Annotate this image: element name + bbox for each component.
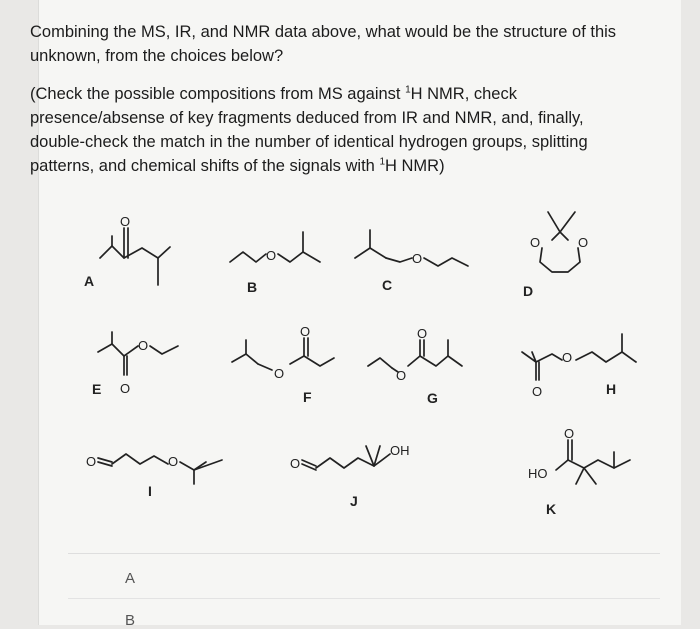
structure-C [355, 230, 468, 293]
atom-o: O [290, 456, 301, 471]
label-K: K [546, 501, 557, 517]
structure-G [368, 326, 462, 406]
atom-oh: OH [390, 443, 410, 458]
atom-ho: HO [528, 466, 548, 481]
structure-D [523, 212, 588, 299]
label-D: D [523, 283, 534, 299]
atom-o: O [86, 454, 97, 469]
structure-E [92, 332, 178, 397]
atom-o: O [396, 368, 407, 383]
question-text: Combining the MS, IR, and NMR data above, what would be the structure of this unknown, from the choices below? [30, 23, 617, 65]
label-H: H [606, 381, 617, 397]
structure-J [290, 443, 410, 509]
atom-o: O [530, 235, 541, 250]
atom-o: O [168, 454, 179, 469]
structure-I [86, 454, 222, 499]
atom-o: O [532, 384, 543, 399]
superscript-1b: 1 [379, 156, 385, 168]
atom-o: O [266, 248, 277, 263]
label-E: E [92, 381, 102, 397]
hint-part-2: H NMR, check presence/absense of key fragments deduced from IR and NMR, and, finally, double-check the match in the number of identical hydrogen groups, splitting patterns, and chemical shifts of the signals with [30, 85, 588, 175]
atom-o: O [138, 338, 149, 353]
divider [68, 598, 660, 599]
label-F: F [303, 389, 312, 405]
answer-option-label[interactable]: B [125, 612, 136, 629]
atom-o: O [417, 326, 428, 341]
structure-H [522, 334, 636, 399]
atom-o: O [564, 426, 575, 441]
hint-part-1: (Check the possible compositions from MS against [30, 85, 406, 103]
atom-o: O [412, 251, 423, 266]
answer-options [68, 553, 660, 629]
label-J: J [350, 493, 358, 509]
atom-o: O [120, 214, 131, 229]
atom-o: O [300, 324, 311, 339]
atom-o: O [578, 235, 589, 250]
label-A: A [84, 273, 95, 289]
label-C: C [382, 277, 393, 293]
hint-part-3: H NMR) [385, 157, 445, 175]
structure-K [528, 426, 630, 517]
superscript-1: 1 [405, 84, 411, 96]
structure-F [232, 324, 334, 405]
atom-o: O [274, 366, 285, 381]
structure-A [84, 214, 170, 289]
structure-B [230, 232, 320, 295]
label-I: I [148, 483, 152, 499]
atom-o: O [120, 381, 131, 396]
answer-option-label[interactable]: A [125, 570, 136, 587]
label-G: G [427, 390, 438, 406]
atom-o: O [562, 350, 573, 365]
label-B: B [247, 279, 258, 295]
